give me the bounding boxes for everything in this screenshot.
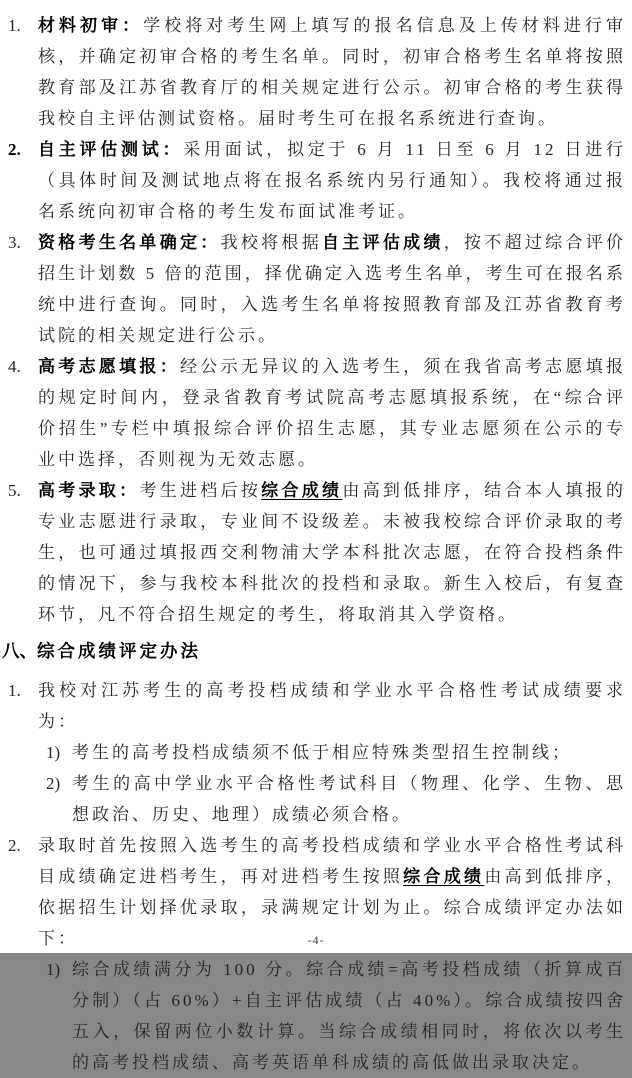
list-number: 1.: [8, 16, 21, 35]
list-item: [8, 134, 626, 227]
list-number: 3.: [8, 233, 21, 252]
text-run: 我校将根据: [220, 233, 323, 252]
text-run: 考生进档后按: [139, 481, 262, 500]
text-run: 材料初审：: [38, 16, 144, 35]
list-item: [8, 227, 626, 351]
text-run: 我校对江苏考生的高考投档成绩和学业水平合格性考试成绩要求为：: [38, 681, 626, 731]
sub-list-item: [46, 768, 626, 830]
list-item: [8, 10, 626, 134]
text-run: 由高到低排序，结合本人填报的专业志愿进行录取，专业间不设级差。未被我校综合评价录取的考生，也可通过填报西交利物浦大学本科批次志愿，在符合投档条件的情况下，参与我校本科批次的投档和录取。新生入校后，有复查环节，凡不符合招生规定的考生，将取消其入学资格。: [38, 481, 627, 624]
text-run: ，按不超过综合评价招生计划数 5 倍的范围，择优确定入选考生名单，考生可在报名系统中进行查询。同时，入选考生名单将按照教育部及江苏省教育考试院的相关规定进行公示。: [38, 233, 627, 345]
list-number: 1): [46, 743, 61, 762]
text-run: 综合成绩满分为 100 分。综合成绩=高考投档成绩（折算成百分制）（占 60%）+自主评估成绩（占 40%）。综合成绩按四舍五入，保留两位小数计算。当综合成绩相同时，将依次以考生的高考投档成绩、高考英语单科成绩的高低做出录取决定。: [72, 960, 626, 1072]
text-run: 考生的高中学业水平合格性考试科目（物理、化学、生物、思想政治、历史、地理）成绩必须合格。: [72, 774, 626, 824]
text-run: 采用面试，拟定于 6 月 11 日至 6 月 12 日进行（具体时间及测试地点将在报名系统内另行通知）。我校将通过报名系统向初审合格的考生发布面试准考证。: [38, 140, 627, 221]
text-run: 学校将对考生网上填写的报名信息及上传材料进行审核，并确定初审合格的考生名单。同时，初审合格考生名单将按照教育部及江苏省教育厅的相关规定进行公示。初审合格的考生获得我校自主评估测试资格。届时考生可在报名系统进行查询。: [38, 16, 627, 128]
section-heading: [2, 636, 626, 667]
list-number: 4.: [8, 357, 21, 376]
list-item: [8, 675, 626, 737]
text-run: 自主评估成绩: [322, 233, 444, 252]
text-run: 考生的高考投档成绩须不低于相应特殊类型招生控制线；: [72, 743, 572, 762]
text-run: 高考志愿填报：: [38, 357, 180, 376]
list-number: 5.: [8, 481, 21, 500]
list-number: 1.: [8, 681, 21, 700]
list-item: [8, 475, 626, 630]
text-run: 综合成绩评定办法: [37, 641, 201, 661]
text-run: 综合成绩: [261, 481, 343, 500]
text-run: 录取时首先按照入选考生的高考投档成绩和学业水平合格性考试科目成绩确定进档考生，再对进档考生按照: [38, 836, 626, 886]
sub-list-item: [46, 954, 626, 1078]
text-run: 高考录取：: [38, 481, 140, 500]
text-run: 综合成绩: [403, 867, 485, 886]
list-number: 2): [46, 774, 61, 793]
list-number: 1): [46, 960, 61, 979]
text-run: 资格考生名单确定：: [38, 233, 221, 252]
text-run: 自主评估测试：: [38, 140, 184, 159]
sub-list-item: [46, 737, 626, 768]
text-run: 经公示无异议的入选考生，须在我省高考志愿填报的规定时间内，登录省教育考试院高考志愿填报系统，在“综合评价招生”专栏中填报综合评价招生志愿，其专业志愿须在公示的专业中选择，否则视为无效志愿。: [38, 357, 626, 469]
page-number: -4-: [307, 933, 325, 947]
list-number: 2.: [8, 140, 21, 159]
text-run: 由高到低排序，依据招生计划择优录取，录满规定计划为止。综合成绩评定办法如下：: [38, 867, 627, 948]
list-number: 八、: [2, 641, 37, 661]
list-number: 2.: [8, 836, 21, 855]
document-body: [0, 10, 632, 1078]
list-item: [8, 351, 626, 475]
